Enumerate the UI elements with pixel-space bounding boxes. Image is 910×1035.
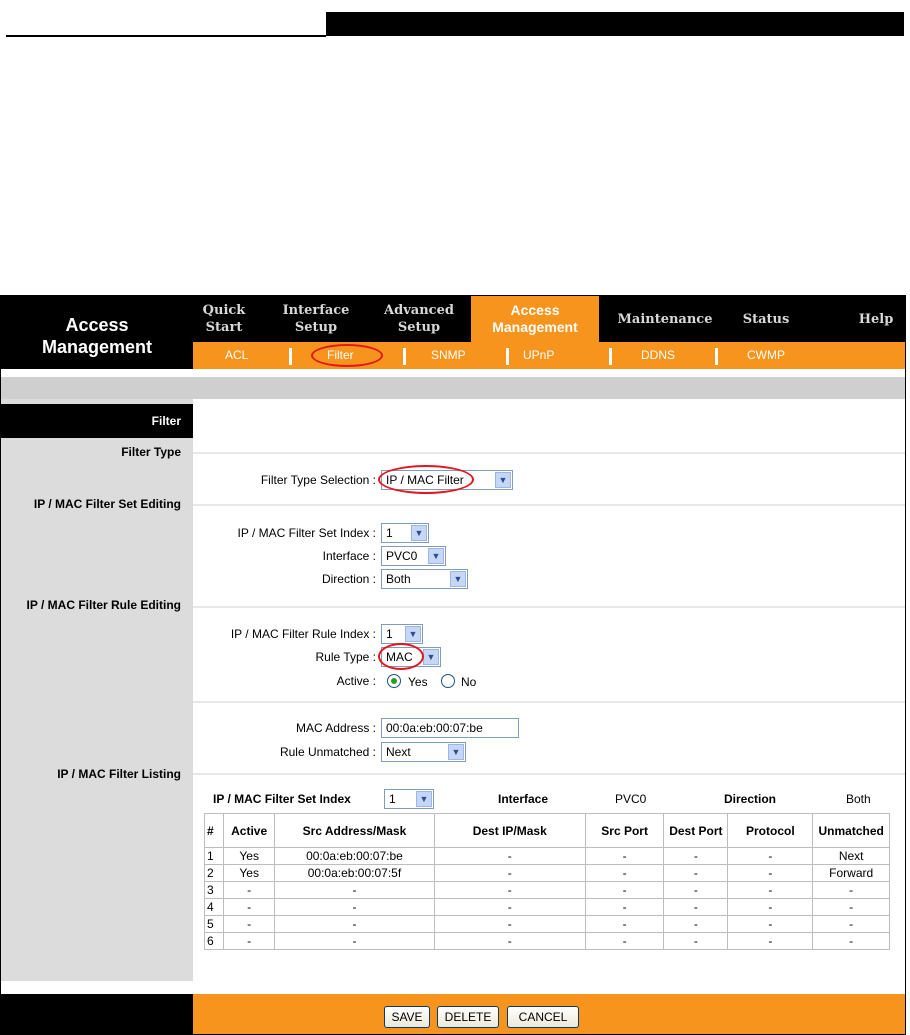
cell-active: Yes [224,865,275,882]
filter-type-selection-label: Filter Type Selection : [260,473,376,487]
label-listing: IP / MAC Filter Listing [57,767,181,781]
mac-address-label: MAC Address : [295,721,376,735]
set-index-select[interactable] [381,523,429,543]
footer-bar [193,994,906,1035]
cell-protocol: - [728,848,813,865]
rule-index-select[interactable] [381,624,423,644]
cell-index: 1 [205,848,224,865]
rule-unmatched-label: Rule Unmatched : [279,745,376,759]
cell-dest-port: - [664,933,728,950]
listing-set-index-label: IP / MAC Filter Set Index [213,792,351,806]
direction-select-value: Both [386,572,411,586]
subnav-separator [609,348,612,365]
col-header-active: Active [224,814,275,848]
cell-unmatched: Next [813,848,890,865]
cell-unmatched: - [813,899,890,916]
section-separator [193,606,906,608]
cell-src-port: - [585,933,664,950]
chevron-down-icon: ▼ [495,472,511,488]
tab-label-line-1: Quick [202,303,246,318]
cell-dest-ip: - [434,882,585,899]
chevron-down-icon: ▼ [448,744,464,760]
label-rule-editing: IP / MAC Filter Rule Editing [26,598,181,612]
active-yes-label: Yes [408,675,428,689]
filter-listing-table [204,813,890,950]
listing-direction-label: Direction [724,792,777,806]
section-separator [193,701,906,703]
tab-label-line-2: Setup [294,320,338,335]
document-header [0,0,910,40]
cell-active: Yes [224,848,275,865]
subnav-snmp[interactable]: SNMP [431,348,466,362]
mac-address-input[interactable]: 00:0a:eb:00:07:be [381,718,519,738]
cell-unmatched: - [813,882,890,899]
col-header-protocol: Protocol [728,814,813,848]
left-label-column [1,399,193,981]
cell-src-address: - [275,916,435,933]
active-label: Active : [336,674,376,688]
tab-label-line-2: Setup [397,320,441,335]
document-header-bar [326,12,904,36]
cell-protocol: - [728,882,813,899]
cell-src-port: - [585,865,664,882]
tab-label-line-1: Interface [282,303,350,318]
chevron-down-icon: ▼ [450,571,466,587]
cell-protocol: - [728,933,813,950]
cell-src-address: - [275,933,435,950]
filter-type-select-value: IP / MAC Filter [386,473,464,487]
col-header-unmatched: Unmatched [813,814,890,848]
cell-active: - [224,933,275,950]
cell-src-port: - [585,899,664,916]
cell-dest-ip: - [434,865,585,882]
main-nav [193,296,906,342]
cell-dest-port: - [664,899,728,916]
cell-unmatched: Forward [813,865,890,882]
interface-select-value: PVC0 [386,549,418,563]
cell-index: 5 [205,916,224,933]
filter-highlight-ring [311,344,383,367]
direction-label: Direction : [321,572,376,586]
chevron-down-icon: ▼ [423,649,439,665]
table-row [205,848,890,865]
cell-protocol: - [728,899,813,916]
interface-select[interactable] [381,546,446,566]
cell-dest-port: - [664,882,728,899]
cell-dest-ip: - [434,933,585,950]
subnav-filter[interactable]: Filter [327,348,354,362]
table-row [205,882,890,899]
logo-line-2: Management [41,337,153,357]
interface-label: Interface : [322,549,376,563]
sub-nav [193,342,906,369]
listing-interface-value: PVC0 [615,792,647,806]
tab-label-line-1: Advanced [384,303,454,318]
table-row [205,899,890,916]
subnav-separator [715,348,718,365]
filter-type-highlight-ring [378,465,474,494]
footer-left [1,994,193,1035]
save-button[interactable]: SAVE [384,1006,430,1028]
tab-label-line-1: Maintenance [617,311,713,327]
cell-dest-port: - [664,848,728,865]
chevron-down-icon: ▼ [405,626,421,642]
cell-src-address: - [275,882,435,899]
subnav-cwmp[interactable]: CWMP [747,348,785,362]
cell-active: - [224,899,275,916]
section-separator [193,504,906,506]
direction-select[interactable] [381,569,468,589]
active-no-label: No [461,675,477,689]
col-header-src-port: Src Port [585,814,664,848]
subnav-separator [506,348,509,365]
header-divider [1,377,906,399]
cell-unmatched: - [813,933,890,950]
cell-dest-ip: - [434,916,585,933]
cell-src-address: 00:0a:eb:00:07:be [275,848,435,865]
active-no-radio[interactable] [441,674,455,688]
tab-access-management[interactable] [471,296,599,342]
tab-label-line-1: Access [510,302,560,318]
col-header-index: # [205,814,224,848]
subnav-separator [289,348,292,365]
listing-interface-label: Interface [498,792,549,806]
tab-label-line-1: Help [858,311,894,327]
tab-label-line-1: Status [742,311,790,327]
rule-index-label: IP / MAC Filter Rule Index : [230,627,376,641]
logo-line-1: Access [65,315,129,335]
tab-label-line-2: Start [205,320,243,335]
section-title: Filter [1,404,193,438]
chevron-down-icon: ▼ [416,791,432,807]
cell-dest-port: - [664,865,728,882]
router-config-page [0,295,906,1035]
listing-set-index-value: 1 [389,792,396,806]
rule-type-highlight-ring [378,643,424,670]
cancel-button[interactable]: CANCEL [507,1006,579,1028]
section-separator [193,773,906,775]
tab-interface-setup[interactable] [277,296,355,342]
page-logo [1,296,193,369]
section-separator [193,452,906,454]
chevron-down-icon: ▼ [428,548,444,564]
subnav-acl[interactable]: ACL [225,348,249,362]
table-row [205,933,890,950]
cell-active: - [224,882,275,899]
cell-src-port: - [585,916,664,933]
cell-protocol: - [728,916,813,933]
cell-dest-ip: - [434,899,585,916]
listing-set-index-select[interactable] [384,789,434,809]
rule-index-select-value: 1 [386,627,393,641]
cell-unmatched: - [813,916,890,933]
set-index-label: IP / MAC Filter Set Index : [237,526,376,540]
rule-type-label: Rule Type : [315,650,376,664]
rule-unmatched-select-value: Next [386,745,411,759]
col-header-dest-port: Dest Port [664,814,728,848]
cell-src-address: 00:0a:eb:00:07:5f [275,865,435,882]
tab-quick-start[interactable] [193,296,255,342]
col-header-src-address: Src Address/Mask [275,814,435,848]
chevron-down-icon: ▼ [411,525,427,541]
subnav-separator [403,348,406,365]
subnav-ddns[interactable]: DDNS [641,348,676,362]
label-set-editing: IP / MAC Filter Set Editing [33,497,181,511]
cell-active: - [224,916,275,933]
document-header-rule [6,35,326,37]
cell-src-port: - [585,882,664,899]
cell-src-address: - [275,899,435,916]
tab-advanced-setup[interactable] [376,296,462,342]
active-yes-radio[interactable] [387,674,401,688]
cell-index: 4 [205,899,224,916]
cell-index: 2 [205,865,224,882]
col-header-dest-ip: Dest IP/Mask [434,814,585,848]
table-header-row [205,814,890,848]
label-filter-type: Filter Type [121,445,181,459]
tab-status[interactable] [733,296,799,342]
cell-index: 6 [205,933,224,950]
cell-dest-port: - [664,916,728,933]
listing-direction-value: Both [846,792,871,806]
set-index-select-value: 1 [386,526,393,540]
tab-maintenance[interactable] [609,296,721,342]
table-row [205,916,890,933]
cell-dest-ip: - [434,848,585,865]
rule-unmatched-select[interactable] [381,742,466,762]
delete-button[interactable]: DELETE [437,1006,499,1028]
rule-type-select-value: MAC [386,650,413,664]
table-row [205,865,890,882]
cell-src-port: - [585,848,664,865]
cell-protocol: - [728,865,813,882]
subnav-upnp[interactable]: UPnP [523,348,555,362]
tab-label-line-2: Management [492,319,578,335]
cell-index: 3 [205,882,224,899]
tab-help[interactable] [849,296,903,342]
